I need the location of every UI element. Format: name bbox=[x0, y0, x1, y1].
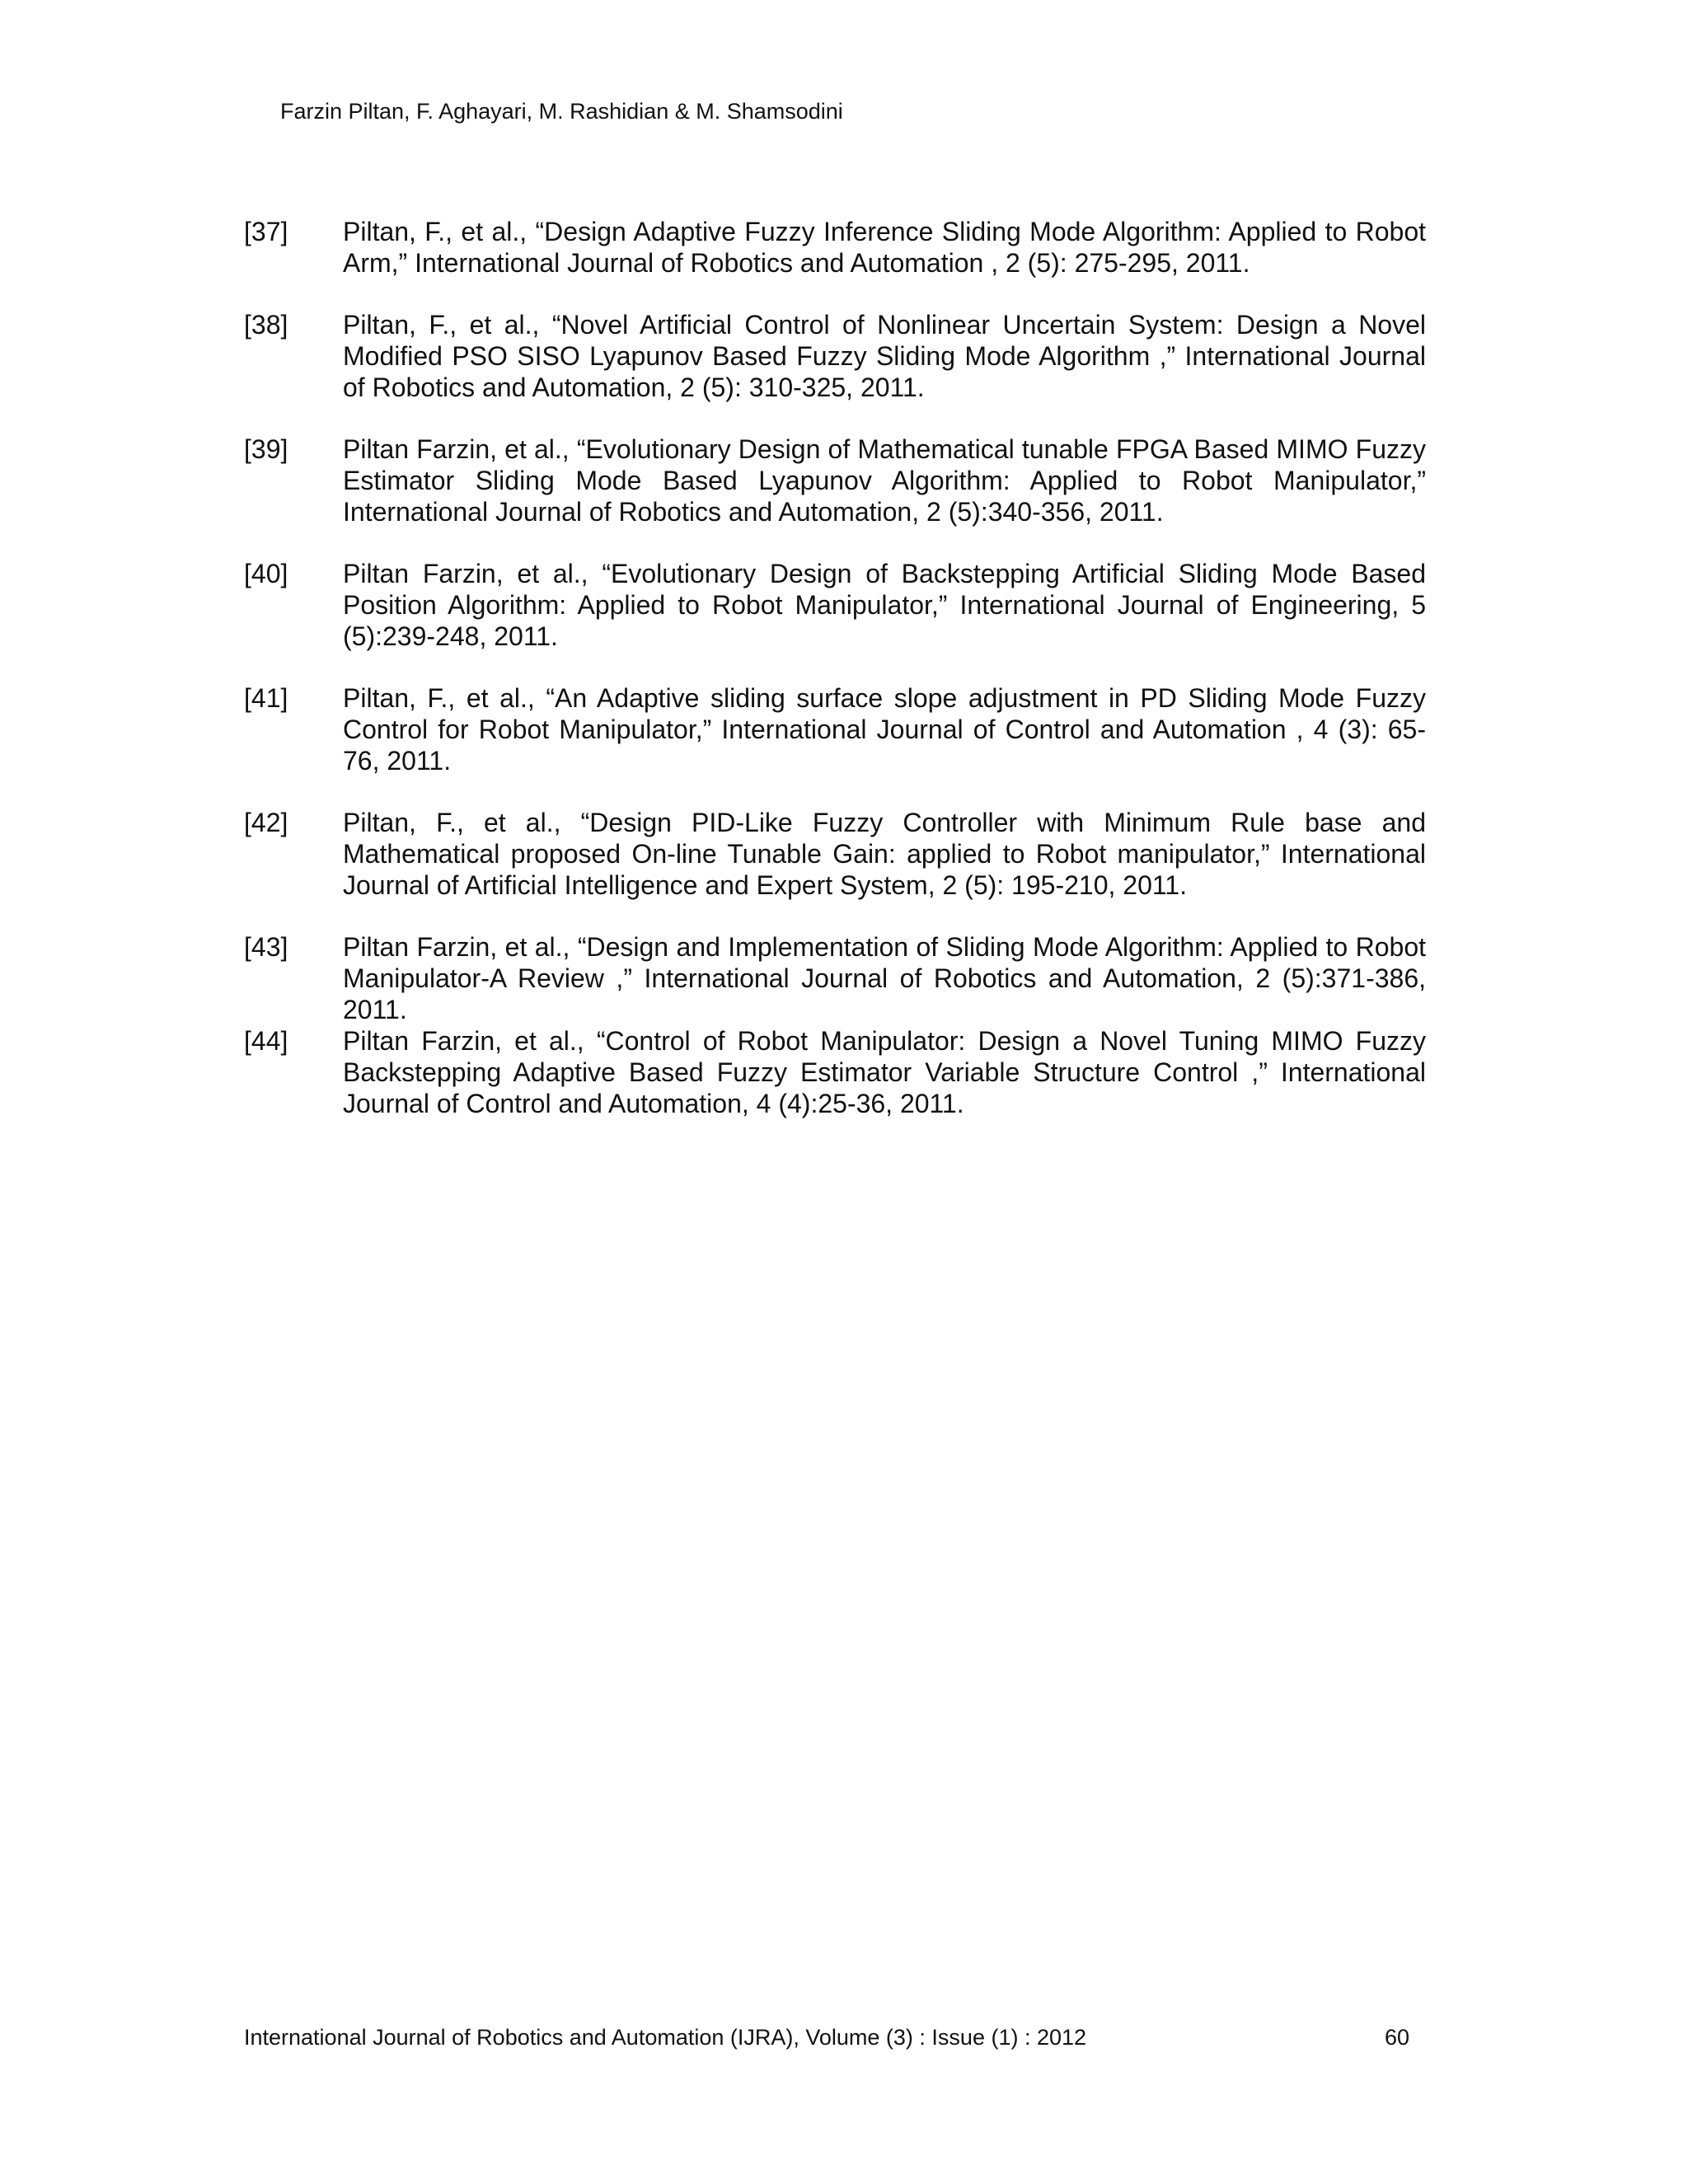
reference-text: Piltan, F., et al., “An Adaptive sliding surface slope adjustment in PD Sliding Mode Fuzzy Control for Robot Manipulator,” International Journal of Control and Automation , 4 (3): 65-76, 2011. bbox=[343, 683, 1426, 776]
reference-number: [42] bbox=[244, 808, 288, 837]
reference-number: [39] bbox=[244, 434, 288, 464]
page-number: 60 bbox=[1384, 2025, 1409, 2050]
reference-item-39 bbox=[244, 434, 1426, 527]
reference-text: Piltan, F., et al., “Novel Artificial Control of Nonlinear Uncertain System: Design a Novel Modified PSO SISO Lyapunov Based Fuzzy Sliding Mode Algorithm ,” International Journal of Robotics and Automation, 2 (5): 310-325, 2011. bbox=[343, 310, 1426, 402]
reference-number: [38] bbox=[244, 310, 288, 340]
reference-number: [40] bbox=[244, 559, 288, 588]
reference-number: [41] bbox=[244, 683, 288, 713]
reference-item-43 bbox=[244, 931, 1426, 1025]
reference-number: [43] bbox=[244, 932, 288, 962]
reference-text: Piltan Farzin, et al., “Design and Implementation of Sliding Mode Algorithm: Applied to Robot Manipulator-A Review ,” International Journal of Robotics and Automation, 2 (5):371-386, 2011. bbox=[343, 932, 1426, 1024]
reference-number: [37] bbox=[244, 217, 288, 246]
reference-text: Piltan Farzin, et al., “Evolutionary Design of Mathematical tunable FPGA Based MIMO Fuzzy Estimator Sliding Mode Based Lyapunov Algorithm: Applied to Robot Manipulator,” International Journal of Robotics and Automation, 2 (5):340-356, 2011. bbox=[343, 434, 1426, 527]
reference-item-40 bbox=[244, 558, 1426, 652]
reference-item-38 bbox=[244, 309, 1426, 403]
reference-item-37 bbox=[244, 216, 1426, 279]
reference-item-41 bbox=[244, 682, 1426, 776]
reference-text: Piltan, F., et al., “Design PID-Like Fuzzy Controller with Minimum Rule base and Mathematical proposed On-line Tunable Gain: applied to Robot manipulator,” International Journal of Artificial Intelligence and Expert System, 2 (5): 195-210, 2011. bbox=[343, 808, 1426, 900]
reference-text: Piltan Farzin, et al., “Control of Robot Manipulator: Design a Novel Tuning MIMO Fuzzy Backstepping Adaptive Based Fuzzy Estimator Variable Structure Control ,” International Journal of Control and Automation, 4 (4):25-36, 2011. bbox=[343, 1026, 1426, 1118]
reference-item-44 bbox=[244, 1025, 1426, 1119]
reference-text: Piltan, F., et al., “Design Adaptive Fuzzy Inference Sliding Mode Algorithm: Applied to Robot Arm,” International Journal of Robotics and Automation , 2 (5): 275-295, 2011. bbox=[343, 217, 1426, 278]
reference-list bbox=[244, 216, 1426, 1119]
footer-journal-info: International Journal of Robotics and Automation (IJRA), Volume (3) : Issue (1) : 2012 bbox=[244, 2025, 1087, 2050]
running-footer bbox=[244, 2023, 1409, 2051]
reference-item-42 bbox=[244, 807, 1426, 901]
reference-number: [44] bbox=[244, 1026, 288, 1056]
running-header-authors: Farzin Piltan, F. Aghayari, M. Rashidian & M. Shamsodini bbox=[280, 99, 843, 124]
reference-text: Piltan Farzin, et al., “Evolutionary Design of Backstepping Artificial Sliding Mode Based Position Algorithm: Applied to Robot Manipulator,” International Journal of Engineering, 5 (5):239-248, 2011. bbox=[343, 559, 1426, 651]
